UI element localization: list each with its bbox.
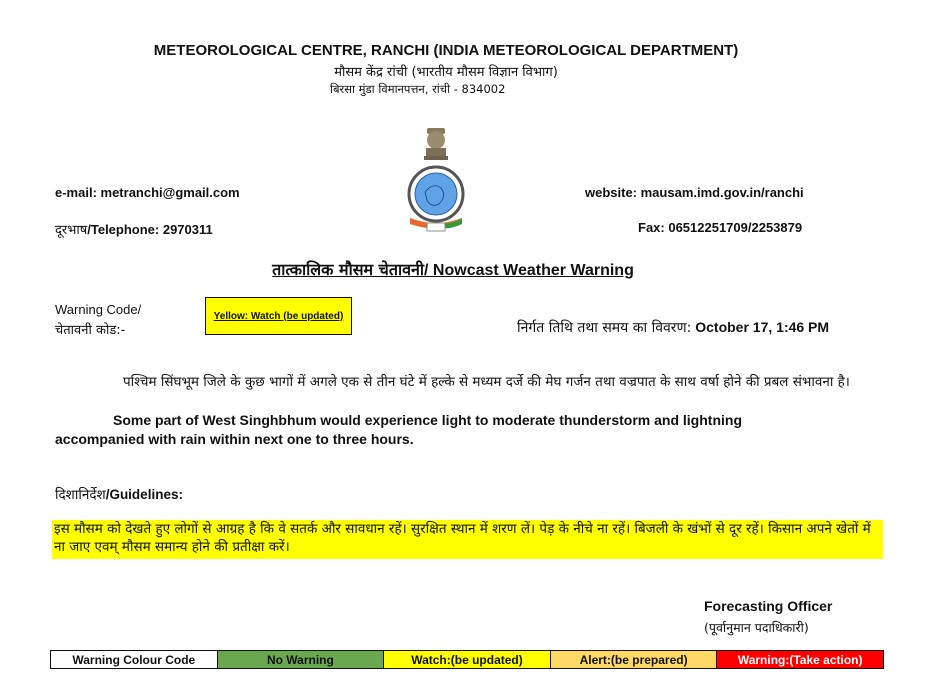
legend-watch: Watch:(be updated) [383, 651, 550, 668]
warning-code-badge: Yellow: Watch (be updated) [205, 297, 352, 335]
legend-warning: Warning:(Take action) [716, 651, 883, 668]
legend-alert: Alert:(be prepared) [550, 651, 717, 668]
page-title-english: / Nowcast Weather Warning [424, 262, 634, 279]
telephone-label-hindi: दूरभाष [55, 223, 88, 238]
page-title [0, 258, 906, 280]
warning-code-label [55, 299, 141, 341]
imd-emblem-icon [405, 122, 467, 234]
guidelines-label-hindi: दिशानिर्देश [55, 487, 106, 503]
issue-datetime [517, 318, 829, 337]
office-title-english: METEOROLOGICAL CENTRE, RANCHI (INDIA METEOROLOGICAL DEPARTMENT) [153, 42, 739, 59]
telephone-value: /Telephone: 2970311 [87, 222, 213, 237]
contact-email: e-mail: metranchi@gmail.com [55, 185, 240, 200]
legend-title: Warning Colour Code [51, 651, 217, 668]
office-address: बिरसा मुंडा विमानपत्तन, रांची - 834002 [330, 82, 506, 96]
contact-fax: Fax: 06512251709/2253879 [638, 220, 803, 235]
warning-code-label-hindi: चेतावनी कोड:- [55, 323, 126, 338]
signature-block [704, 596, 832, 638]
signature-hindi: (पूर्वानुमान पदाधिकारी) [704, 620, 809, 635]
issue-datetime-value: October 17, 1:46 PM [695, 319, 830, 335]
issue-label-hindi: निर्गत तिथि तथा समय का विवरण: [517, 320, 692, 336]
page-title-hindi: तात्कालिक मौसम चेतावनी [272, 260, 425, 279]
forecast-english: Some part of West Singhbhum would experience light to moderate thunderstorm and lightning accompanied with rain within next one to three hours. [55, 412, 742, 447]
legend-no-warning: No Warning [217, 651, 384, 668]
warning-code-label-english: Warning Code/ [55, 302, 142, 317]
guidelines-label-english: /Guidelines: [105, 487, 183, 502]
guidelines-text: इस मौसम को देखते हुए लोगों से आग्रह है कि वे सतर्क और सावधान रहें। सुरक्षित स्थान में शरण लें। पेड़ के नीचे ना रहें। बिजली के खंभों से दूर रहें। किसान अपने खेतों में ना जाए एवम् मौसम समान्य होने की प्रतीक्षा करें। [52, 520, 883, 559]
contact-telephone [55, 220, 213, 238]
office-title-hindi: मौसम केंद्र रांची (भारतीय मौसम विज्ञान विभाग) [334, 65, 558, 80]
contact-website: website: mausam.imd.gov.in/ranchi [585, 185, 804, 200]
signature-english: Forecasting Officer [704, 598, 833, 614]
warning-colour-legend [50, 650, 884, 669]
guidelines-label [55, 485, 183, 503]
forecast-hindi: पश्चिम सिंघभूम जिले के कुछ भागों में अगले एक से तीन घंटे में हल्के से मध्यम दर्जे की मेघ गर्जन तथा वज्रपात के साथ वर्षा होने की प्रबल संभावना है। [123, 374, 850, 390]
